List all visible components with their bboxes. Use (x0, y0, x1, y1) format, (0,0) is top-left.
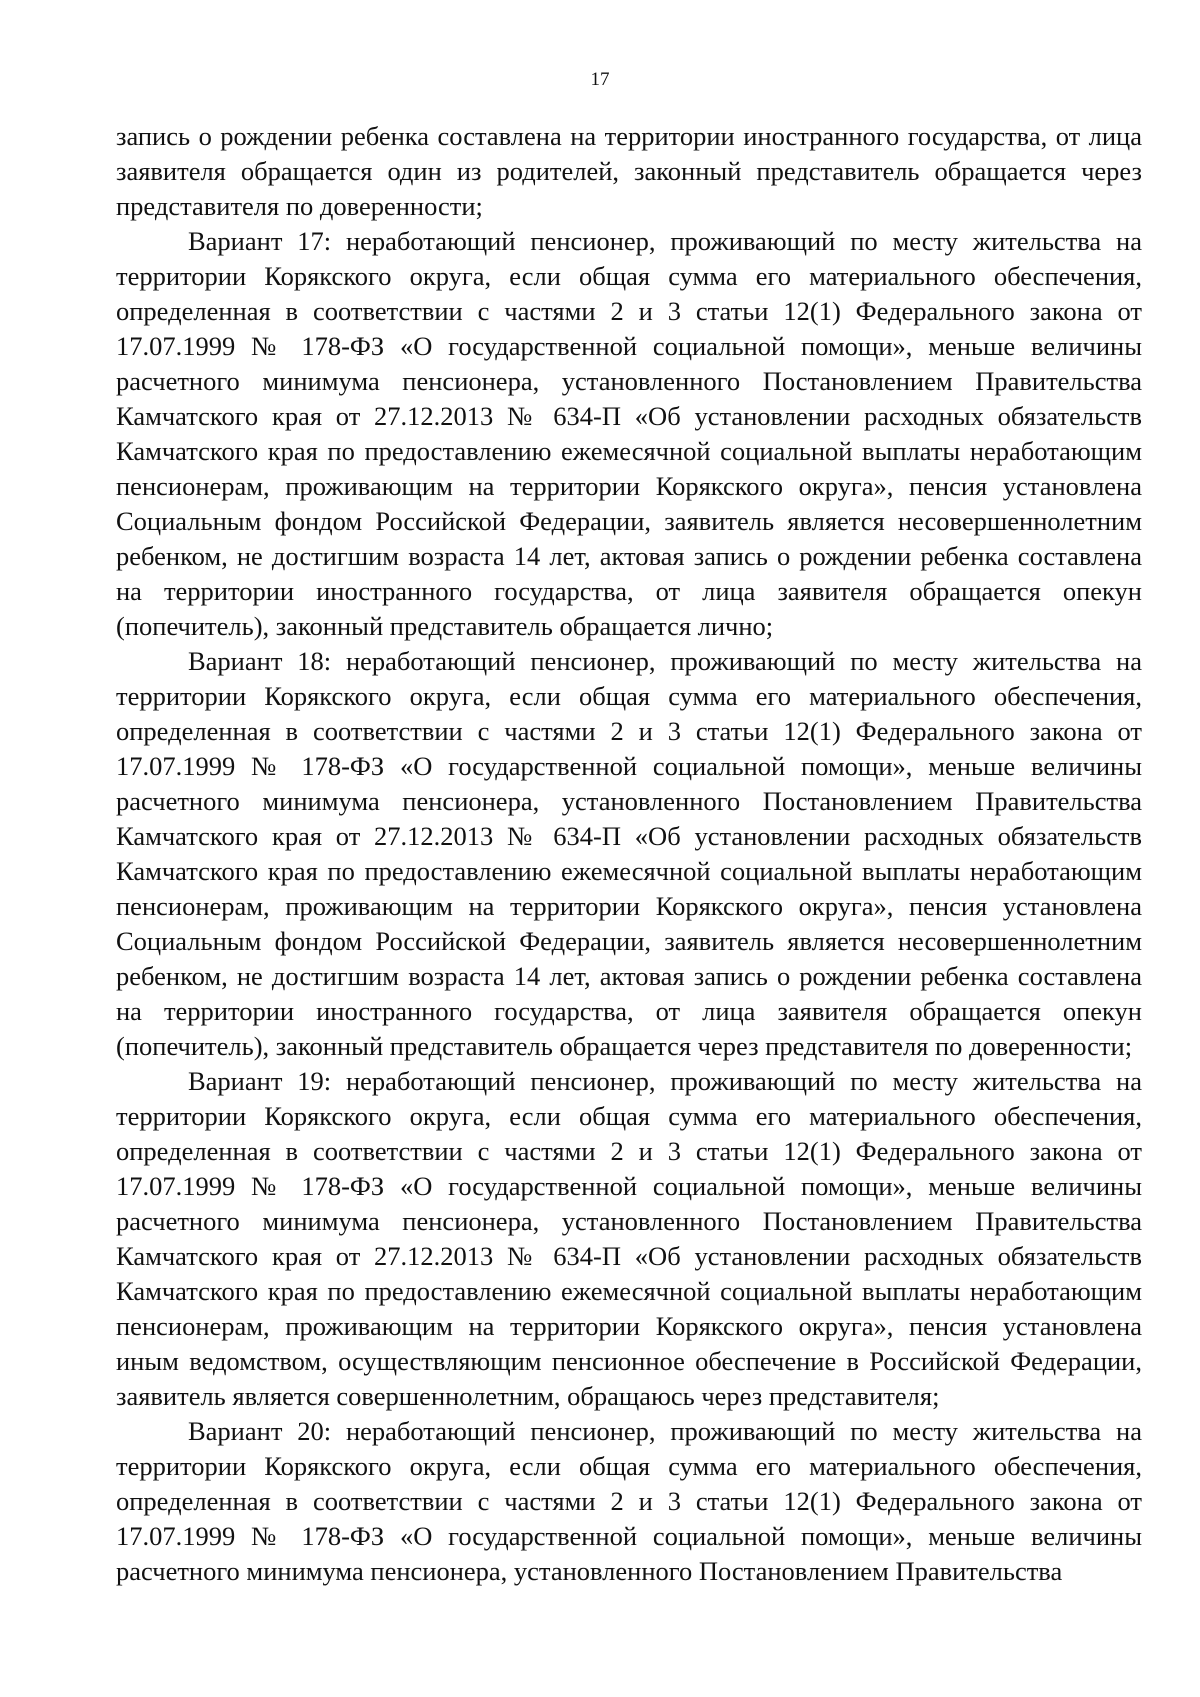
document-body (116, 119, 1142, 1589)
paragraph-variant-18: Вариант 18: неработающий пенсионер, проживающий по месту жительства на территории Корякского округа, если общая сумма его материального обеспечения, определенная в соответствии с частями 2 и 3 статьи 12(1) Федерального закона от 17.07.1999 № 178-ФЗ «О государственной социальной помощи», меньше величины расчетного минимума пенсионера, установленного Постановлением Правительства Камчатского края от 27.12.2013 № 634-П «Об установлении расходных обязательств Камчатского края по предоставлению ежемесячной социальной выплаты неработающим пенсионерам, проживающим на территории Корякского округа», пенсия установлена Социальным фондом Российской Федерации, заявитель является несовершеннолетним ребенком, не достигшим возраста 14 лет, актовая запись о рождении ребенка составлена на территории иностранного государства, от лица заявителя обращается опекун (попечитель), законный представитель обращается через представителя по доверенности; (116, 646, 1142, 1061)
paragraph-variant-19: Вариант 19: неработающий пенсионер, проживающий по месту жительства на территории Корякского округа, если общая сумма его материального обеспечения, определенная в соответствии с частями 2 и 3 статьи 12(1) Федерального закона от 17.07.1999 № 178-ФЗ «О государственной социальной помощи», меньше величины расчетного минимума пенсионера, установленного Постановлением Правительства Камчатского края от 27.12.2013 № 634-П «Об установлении расходных обязательств Камчатского края по предоставлению ежемесячной социальной выплаты неработающим пенсионерам, проживающим на территории Корякского округа», пенсия установлена иным ведомством, осуществляющим пенсионное обеспечение в Российской Федерации, заявитель является совершеннолетним, обращаюсь через представителя; (116, 1066, 1142, 1411)
paragraph-continuation: запись о рождении ребенка составлена на территории иностранного государства, от лица заявителя обращается один из родителей, законный представитель обращается через представителя по доверенности; (116, 121, 1142, 221)
page-number: 17 (590, 69, 610, 90)
paragraph-variant-20: Вариант 20: неработающий пенсионер, проживающий по месту жительства на территории Корякского округа, если общая сумма его материального обеспечения, определенная в соответствии с частями 2 и 3 статьи 12(1) Федерального закона от 17.07.1999 № 178-ФЗ «О государственной социальной помощи», меньше величины расчетного минимума пенсионера, установленного Постановлением Правительства (116, 1416, 1142, 1586)
paragraph-variant-17: Вариант 17: неработающий пенсионер, проживающий по месту жительства на территории Корякского округа, если общая сумма его материального обеспечения, определенная в соответствии с частями 2 и 3 статьи 12(1) Федерального закона от 17.07.1999 № 178-ФЗ «О государственной социальной помощи», меньше величины расчетного минимума пенсионера, установленного Постановлением Правительства Камчатского края от 27.12.2013 № 634-П «Об установлении расходных обязательств Камчатского края по предоставлению ежемесячной социальной выплаты неработающим пенсионерам, проживающим на территории Корякского округа», пенсия установлена Социальным фондом Российской Федерации, заявитель является несовершеннолетним ребенком, не достигшим возраста 14 лет, актовая запись о рождении ребенка составлена на территории иностранного государства, от лица заявителя обращается опекун (попечитель), законный представитель обращается лично; (116, 226, 1142, 641)
